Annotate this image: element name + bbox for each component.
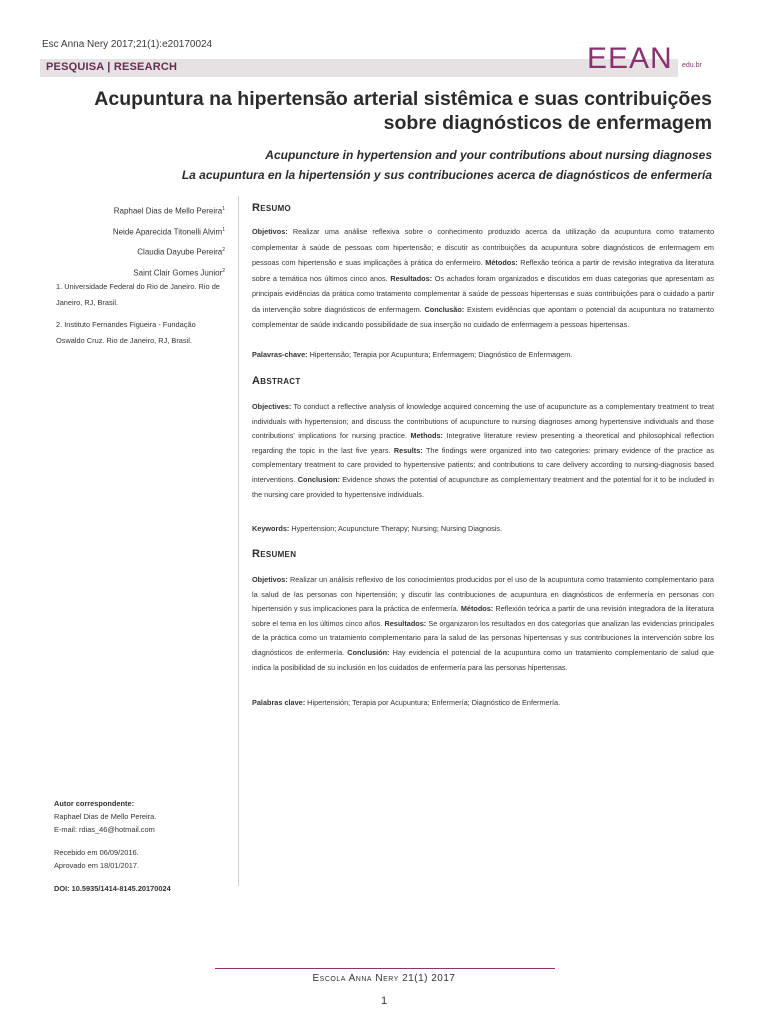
author-list <box>25 200 225 283</box>
abstract-heading: Abstract <box>252 375 301 387</box>
page-number: 1 <box>380 995 388 1007</box>
resumen-heading: Resumen <box>252 548 297 560</box>
footer-rule <box>215 968 555 969</box>
resumen-keywords: Palabras clave: Hipertensión; Terapia por Acupuntura; Enfermería; Diagnóstico de Enfermería. <box>252 698 561 707</box>
article-title: Acupuntura na hipertensão arterial sistêmica e suas contribuições sobre diagnósticos de enfermagem <box>94 88 712 134</box>
abstract-body: Objectives: To conduct a reflective analysis of knowledge acquired concerning the use of acupuncture as a complementary treatment to treat individuals with hypertension; and discuss the contributions of acupuncture to nursing diagnoses among hypertensive individuals and those contributions' implications for nursing practice. Methods: Integrative literature review presenting a theoretical and philosophical reflection regarding the topic in the last five years. Results: The findings were organized into two categories: primary evidence of the practice as complementary treatment to care provided to hypertensive patients; and contributions to care delivery according to nursing-diagnosis based interventions. Conclusion: Evidence shows the potential of acupuncture as complementary treatment and the potential for it to be included in the nursing care provided to hypertensive individuals. <box>252 402 714 499</box>
section-band <box>40 59 678 77</box>
received-date: Recebido em 06/09/2016. <box>54 848 139 857</box>
affiliations <box>56 279 226 349</box>
correspondence-name: Raphael Dias de Mello Pereira. <box>54 812 157 821</box>
footer-journal: Escola Anna Nery 21(1) 2017 <box>312 973 456 984</box>
journal-citation: Esc Anna Nery 2017;21(1):e20170024 <box>42 39 213 50</box>
resumo-keywords: Palavras-chave: Hipertensão; Terapia por Acupuntura; Enfermagem; Diagnóstico de Enfermagem. <box>252 350 573 359</box>
column-divider <box>238 196 239 886</box>
doi[interactable]: DOI: 10.5935/1414-8145.20170024 <box>54 884 171 893</box>
correspondence-block <box>54 797 234 895</box>
author: Saint Clair Gomes Junior$^2$ <box>133 267 225 278</box>
resumo-body: Objetivos: Realizar uma análise reflexiva sobre o conhecimento produzido acerca da utilização da acupuntura como tratamento complementar à saúde de pessoas com hipertensão; e discutir as contribuições da acupuntura sobre diagnósticos de enfermagem em pessoas com hipertensão e suas implicações à prática do enfermeiro. Métodos: Reflexão teórica a partir de revisão integrativa da literatura sobre a temática nos últimos cinco anos. Resultados: Os achados foram organizados e discutidos em duas categorias que apresentam as principais evidências da prática como tratamento complementar à saúde de pessoas hipertensas e suas contribuições para o cuidado a partir da intervenção sobre diagnósticos de enfermagem. Conclusão: Existem evidências que apontam o potencial da acupuntura no tratamento complementar de saúde indicando possibilidade de sua inserção no cuidado de enfermagem a pessoas hipertensas. <box>252 227 714 329</box>
author: Neide Aparecida Titonelli Alvim$^1$ <box>112 226 225 237</box>
affiliation: 1. Universidade Federal do Rio de Janeiro. Rio de Janeiro, RJ, Brasil. <box>56 282 220 307</box>
subtitle-english: Acupuncture in hypertension and your contributions about nursing diagnoses <box>265 148 712 162</box>
correspondence-email[interactable]: E-mail: rdias_46@hotmail.com <box>54 825 155 834</box>
brand-logo: EEAN <box>587 42 673 75</box>
approved-date: Aprovado em 18/01/2017. <box>54 861 140 870</box>
correspondence-label: Autor correspondente: <box>54 799 135 808</box>
subtitle-spanish: La acupuntura en la hipertensión y sus contribuciones acerca de diagnósticos de enfermería <box>181 168 712 182</box>
author: Claudia Dayube Pereira$^2$ <box>137 247 225 257</box>
affiliation: 2. Instituto Fernandes Figueira - Fundação Oswaldo Cruz. Rio de Janeiro, RJ, Brasil. <box>56 320 196 345</box>
brand-suffix: edu.br <box>682 62 702 69</box>
author: Raphael Dias de Mello Pereira$^1$ <box>113 206 225 216</box>
resumen-body: Objetivos: Realizar un análisis reflexivo de los conocimientos producidos por el uso de la acupuntura como tratamiento complementario para la salud de las personas con hipertensión; y discutir las contribuciones de acupuntura en diagnósticos de enfermería en personas con hipertensión y sus implicaciones para la práctica de enfermería. Métodos: Reflexión teórica a partir de una revisión integradora de la literatura sobre el tema en los últimos cinco años. Resultados: Se organizaron los resultados en dos categorías que analizan las evidencias principales de la práctica como un tratamiento complementario para la salud de las personas hipertensas y sus contribuciones la intervención sobre los diagnósticos de enfermería. Conclusión: Hay evidencia el potencial de la acupuntura como un tratamiento complementario de salud que indica la posibilidad de su inclusión en los cuidados de enfermería para las personas hipertensas. <box>252 575 714 672</box>
resumo-heading: Resumo <box>252 202 292 214</box>
section-label: PESQUISA | RESEARCH <box>46 61 178 73</box>
abstract-keywords: Keywords: Hypertension; Acupuncture Therapy; Nursing; Nursing Diagnosis. <box>252 524 503 533</box>
